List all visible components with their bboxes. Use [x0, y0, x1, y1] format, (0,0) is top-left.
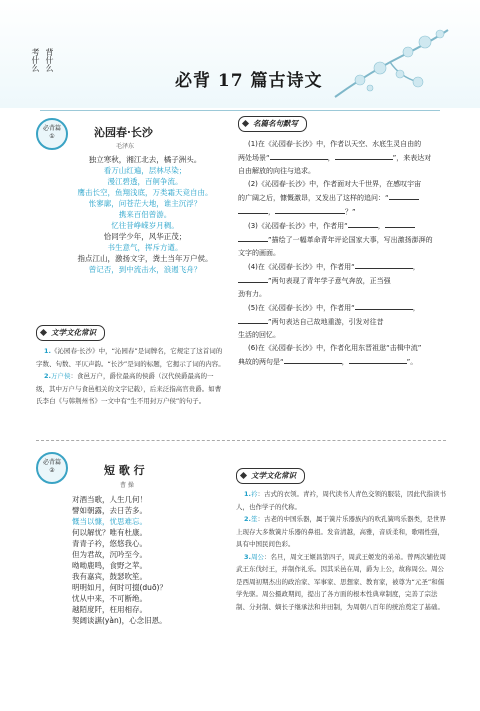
note-number: 1. [244, 490, 251, 498]
poem-line: 明明如月，何时可掇(duō)？ [72, 583, 167, 592]
poem-title-2: 短 歌 行 [104, 464, 145, 477]
section-tag-literature-1 [36, 325, 105, 341]
plum-branch-decoration-icon [330, 22, 450, 102]
literature-notes-1 [36, 345, 226, 408]
question-text: 两处场景“ [238, 154, 270, 162]
question-text: 文字的画面。 [238, 249, 280, 257]
note-keyword: 万户侯 [51, 372, 71, 380]
note-number: 1. [44, 347, 51, 355]
diamond-icon [242, 120, 249, 127]
answer-blank[interactable] [355, 260, 413, 269]
question-text: 自由解放的向往与追求。 [238, 167, 315, 175]
poem-line: 何以解忧？唯有杜康。 [72, 528, 147, 537]
poem-line: 呦呦鹿鸣，食野之苹。 [72, 561, 147, 570]
poem-line: 忆往昔峥嵘岁月稠。 [111, 221, 179, 230]
poem-line: 慨当以慷，忧思难忘。 [72, 517, 147, 526]
question-text: 生活的回忆。 [238, 331, 280, 339]
note-number: 2. [44, 372, 51, 380]
note-text: ：古式的衣领。青衿，周代读书人青色交领的服装，因此代指读书人，也作学子的代称。 [236, 490, 446, 511]
poem-line: 越陌度阡，枉用相存。 [72, 605, 147, 614]
diamond-icon [40, 329, 47, 336]
header-divider [40, 110, 440, 111]
note-number: 3. [244, 552, 251, 561]
question-text: 典故的两句是“ [238, 358, 284, 366]
answer-blank[interactable] [238, 315, 268, 324]
question-text: 劲有力。 [238, 290, 266, 298]
tag-label: 文学文化常识 [251, 471, 296, 480]
answer-blank[interactable] [275, 205, 345, 214]
question-text: ”描绘了一幅革命青年评论国家大事，写出激扬澎湃的 [268, 236, 433, 244]
note-text: ：名旦，周文王姬昌第四子，周武王姬发的弟弟。曾两次辅佐周武王东伐纣王，并制作礼乐。因其采邑在周，爵为上公，故称周公。周公是西周初期杰出的政治家、军事家、思想家、教育家，被尊为“元圣”和儒学先驱。周公摄政期间，提出了各方面的根本性典章制度，完善了宗法制、分封制、嫡长子继承法和井田制，为周朝八百年的统治奠定了基础。 [236, 552, 446, 611]
answer-blank[interactable] [284, 355, 342, 364]
poem-badge-2 [36, 452, 68, 484]
answer-blank[interactable] [385, 219, 415, 228]
answer-blank[interactable] [238, 205, 268, 214]
note-keyword: 衿 [251, 490, 258, 498]
question-text: ， [377, 222, 385, 230]
question-text: 在《沁园春·长沙》中，作者用“ [257, 263, 355, 271]
answer-blank[interactable] [335, 151, 393, 160]
answer-blank[interactable] [270, 151, 328, 160]
diamond-icon [240, 472, 247, 479]
poem-line: 譬如朝露，去日苦多。 [72, 506, 147, 515]
poem-line: 我有嘉宾，鼓瑟吹笙。 [72, 572, 147, 581]
question-text: 在《沁园春·长沙》中，作者化用东晋祖逖“击楫中流” [257, 344, 422, 352]
question-number: (1) [248, 140, 258, 148]
page-title: 必背 17 篇古诗文 [175, 71, 323, 91]
poem-line: 恰同学少年，风华正茂； [103, 232, 187, 241]
poem-body-1 [60, 154, 230, 275]
question-text: 的广阔之后，慷慨激昂，又发出了这样的追问：“ [238, 194, 389, 202]
question-text: 《沁园春·长沙》中，作者面对大千世界，在感叹宇宙 [257, 180, 422, 188]
poem-line: 独立寒秋，湘江北去，橘子洲头。 [88, 155, 202, 164]
poem-line: 契阔谈讌(yàn)，心念旧恩。 [72, 616, 167, 625]
poem-line: 携来百侣曾游。 [118, 210, 172, 219]
poem-line: 指点江山，激扬文字，粪土当年万户侯。 [77, 254, 213, 263]
badge-label: 必背篇 [42, 459, 61, 466]
tag-label: 文学文化常识 [51, 328, 96, 337]
poem-author-1: 毛泽东 [116, 143, 135, 150]
badge-label: 必背篇 [42, 125, 61, 132]
question-text: ， [268, 208, 275, 216]
question-text: ？” [345, 208, 356, 216]
question-number: (5) [248, 304, 258, 312]
poem-line: 但为君故，沉吟至今。 [72, 550, 147, 559]
header-side-text-2: 背什么 [45, 48, 54, 72]
answer-blank[interactable] [238, 233, 268, 242]
question-text: ， [327, 154, 335, 162]
section-tag-literature-2 [236, 468, 305, 484]
question-text: ， [412, 263, 420, 271]
section-separator [36, 440, 446, 442]
note-number: 2. [244, 515, 251, 523]
poem-line: 忧从中来，不可断绝。 [72, 594, 147, 603]
poem-line: 对酒当歌，人生几何！ [72, 495, 147, 504]
question-text: ”两句表现了青年学子意气奔放，正当强 [268, 277, 391, 285]
poem-body-2 [72, 494, 232, 626]
poem-line: 漫江碧透，百舸争流。 [107, 177, 183, 186]
question-text: ”。 [406, 358, 418, 366]
poem-author-2: 曹 操 [120, 482, 134, 489]
note-keyword: 周公 [251, 552, 264, 561]
question-number: (4) [248, 263, 258, 271]
question-text: ， [412, 304, 420, 312]
note-text: 《沁园春·长沙》中，“沁园春”是词牌名，它规定了这首词的字数、句数、平仄声韵。“长沙”是词的标题，它揭示了词的内容。 [36, 347, 225, 368]
badge-number: ② [49, 467, 55, 474]
poem-line: 看万山红遍，层林尽染； [103, 166, 187, 175]
question-number: (3) [248, 222, 258, 230]
tag-label: 名篇名句默写 [253, 119, 298, 128]
note-text: ：食邑万户，爵位最高的侯爵（汉代侯爵最高的一级，其中万户与食邑相关的文字记载），后来泛指高官贵爵。如曹氏李白《与韩荆州书》一文中有“生不用封万户侯”的句子。 [36, 372, 222, 405]
question-text: ”，来表达对 [392, 154, 432, 162]
fill-in-questions [238, 138, 448, 369]
note-text: ：古老的中国乐器，属于簧片乐器族内的吹孔簧鸣乐器类，是世界上现存大多数簧片乐器的鼻祖。发音清越，高雅，音质柔和，歌唱性强，具有中国民间色彩。 [236, 515, 446, 548]
question-text: 在《沁园春·长沙》中，作者以天空、水底生灵自由的 [257, 140, 422, 148]
answer-blank[interactable] [349, 355, 407, 364]
answer-blank[interactable] [348, 219, 378, 228]
header-side-text-1: 考什么 [31, 48, 40, 72]
poem-line: 怅寥廓，问苍茫大地，谁主沉浮？ [88, 199, 202, 208]
answer-blank[interactable] [355, 301, 413, 310]
answer-blank[interactable] [389, 191, 419, 200]
question-text: 在《沁园春·长沙》中，作者用“ [257, 304, 355, 312]
section-tag-famous-lines [238, 116, 307, 132]
poem-badge-1 [36, 118, 68, 150]
poem-line: 曾记否，到中流击水，浪遏飞舟？ [88, 265, 202, 274]
answer-blank[interactable] [238, 274, 268, 283]
question-text: 《沁园春·长沙》中，作者用“ [257, 222, 348, 230]
question-text: ， [341, 358, 349, 366]
poem-line: 青青子衿，悠悠我心。 [72, 539, 147, 548]
poem-line: 鹰击长空，鱼翔浅底，万类霜天竞自由。 [77, 188, 213, 197]
literature-notes-2 [236, 488, 446, 613]
poem-line: 书生意气，挥斥方遒。 [107, 243, 183, 252]
question-number: (2) [248, 180, 258, 188]
question-text: ”两句表达自己故地重游，引发对往昔 [268, 318, 384, 326]
note-keyword: 笙 [251, 515, 258, 523]
question-number: (6) [248, 344, 258, 352]
poem-title-1: 沁园春·长沙 [94, 126, 153, 139]
badge-number: ① [49, 133, 55, 140]
